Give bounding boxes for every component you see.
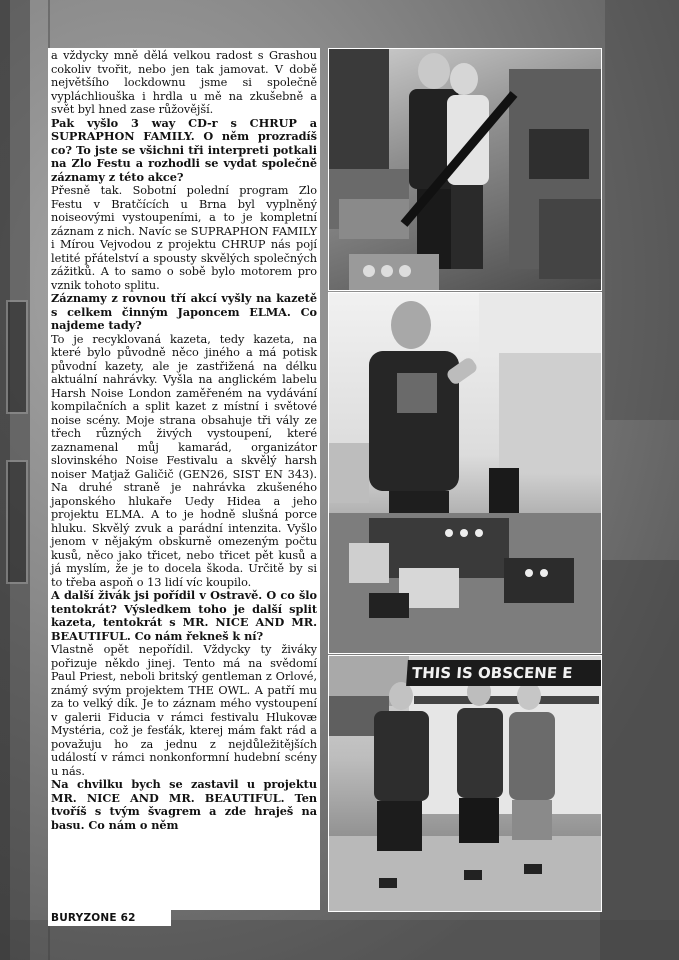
interview-question: Na chvilku bych se zastavil u projektu MR. NICE AND MR. BEAUTIFUL. Ten tvoříš s tvým švagrem a zde hraješ na basu. Co nám o něm xyxy=(51,777,317,832)
photo-festival-group xyxy=(328,655,602,912)
photo-noise-setup-illustration xyxy=(329,293,601,653)
photo-festival-group-illustration xyxy=(329,656,601,911)
interview-question: A další živák jsi pořídil v Ostravě. O co šlo tentokrát? Výsledkem toho je další split kazeta, tentokrát s MR. NICE AND MR. BEAUTIFUL. Co nám řekneš k ní? xyxy=(51,588,317,643)
photo-noise-setup xyxy=(328,292,602,654)
interview-answer: a vždycky mně dělá velkou radost s Grashou cokoliv tvořit, nebo jen tak jamovat. V době největšího lockdownu jsme si společně vypláchliouška i hrdla u mě na zkušebně a svět byl hned zase růžovější. xyxy=(51,49,317,116)
background-rubble-bottom xyxy=(0,920,679,960)
interview-answer: Přesně tak. Sobotní polední program Zlo Festu v Bratčících u Brna byl vyplněný noiseovými vystoupeními, a to je kompletní záznam z nich. Navíc se SUPRAPHON FAMILY i Mírou Vejvodou z projektu CHRUP nás pojí letité přátelství a spousty skvělých společných zážitků. A to samo o sobě bylo motorem pro vznik tohoto splitu. xyxy=(51,184,317,292)
interview-answer: To je recyklovaná kazeta, tedy kazeta, na které bylo původně něco jiného a má potisk původní kazety, ale je zastřižená na délku aktuální nahrávky. Vyšla na anglickém labelu Harsh Noise London zaměřeném na vydávání kompilačních a split kazet z místní i světové noise scény. Moje strana obsahuje tři vály ze třech různých živých vystoupení, které zaznamenal můj kamarád, organizátor slovinského Noise Festivalu a skvělý harsh noiser Matjaž Galičič (GEN26, SIST EN 343). Na druhé straně je nahrávka zkušeného japonského hlukaře Uedy Hidea a jeho projektu ELMA. A to je hodně slušná porce hluku. Skvělý zvuk a parádní intenzita. Vyšlo jenom v nějakým obskurně omezeným počtu kusů, něco jako třicet, nebo třicet pět kusů a já myslím, že je to docela škoda. Určitě by si to třeba aspoň o 13 lidí víc koupilo. xyxy=(51,332,317,589)
background-window xyxy=(6,460,28,584)
page-footer-label: BURYZONE 62 xyxy=(48,910,171,926)
interview-answer: Vlastně opět nepořídil. Vždycky ty živáky pořizuje někdo jinej. Tento má na svědomí Paul Priest, neboli britský gentleman z Orlové, známý svým projektem THE OWL. A patří mu za to velký dík. Je to záznam mého vystoupení v galerii Fiducia v rámci festivalu Hlukovæ Mystéria, což je fesťák, kterej mám fakt rád a považuju ho za jednu z nejdůležitějších událostí v rámci nonkonformní hudební scény u nás. xyxy=(51,643,317,778)
interview-question: Záznamy z rovnou tří akcí vyšly na kazetě s celkem činným Japoncem ELMA. Co najdeme tady? xyxy=(51,291,317,332)
article-text-column xyxy=(48,48,320,910)
interview-question: Pak vyšlo 3 way CD-r s CHRUP a SUPRAPHON FAMILY. O něm prozradíš co? To jste se všichni tři interpreti potkali na Zlo Festu a rozhodli se vydat společně záznamy z této akce? xyxy=(51,115,317,184)
background-window xyxy=(6,300,28,414)
photo-rehearsal-room-illustration xyxy=(329,49,601,290)
article-body xyxy=(48,48,320,832)
photo-rehearsal-room xyxy=(328,48,602,291)
festival-banner-text: THIS IS OBSCENE E xyxy=(406,660,602,686)
background-ruin-right xyxy=(605,0,679,420)
background-rubble xyxy=(600,560,679,960)
